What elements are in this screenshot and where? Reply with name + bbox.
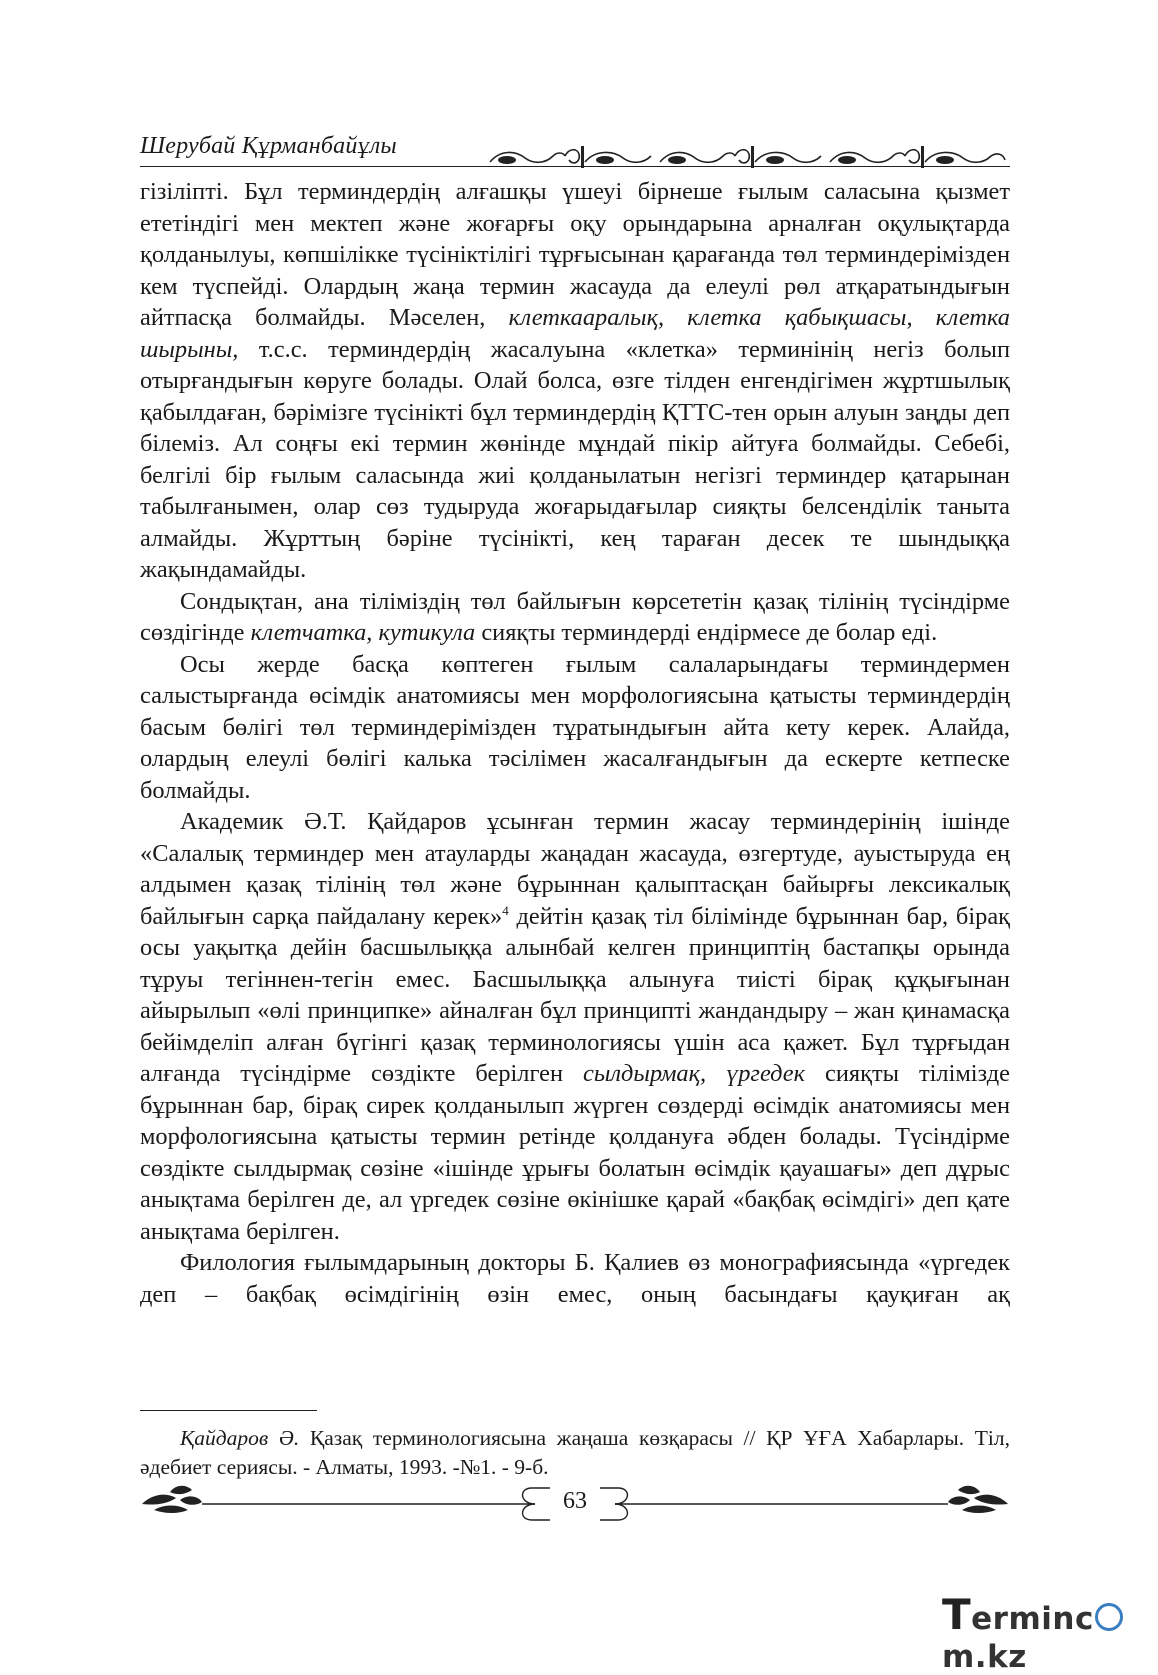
footnote-ref: 4 <box>502 902 509 918</box>
watermark-logo <box>942 1590 1158 1675</box>
italic-term: клеткааралық, клетка қабықшасы, клетка шырыны, <box>140 304 1010 363</box>
text-run: Филология ғылымдарының докторы Б. Қалиев өз монографиясында «үргедек деп – бақбақ өсімдігінің өзін емес, оның басындағы қауқиған ақ <box>140 1249 1010 1308</box>
paragraph-p4 <box>140 806 1010 1247</box>
italic-term: сылдырмақ, үргедек <box>583 1060 806 1087</box>
header-ornament-icon <box>485 140 1010 174</box>
footnote-text <box>140 1424 1010 1482</box>
text-run: Сондықтан, ана тіліміздің төл байлығын көрсететін қазақ тілінің түсіндірме сөздігінде <box>140 587 1010 646</box>
text-run: Қазақ терминологиясына жаңаша көзқарасы // ҚР ҰҒА Хабарлары. Тіл, әдебиет сериясы. - Алматы, 1993. -№1. - 9-б. <box>140 1426 1010 1479</box>
footnote <box>140 1424 1010 1482</box>
watermark-t: T <box>942 1590 972 1639</box>
text-run: сияқты терминдерді ендірмесе де болар еді. <box>475 619 938 646</box>
paragraph-p1 <box>140 176 1010 586</box>
text-run: гізіліпті. Бұл терминдердің алғашқы үшеуі бірнеше ғылым саласына қызмет ететіндігі мен мектеп және жоғарғы оқу орындарына арналған оқулықтарда қолданылуы, көпшілікке түсініктілігі тұрғысынан қарағанда төл терминдерімізден кем түспейді. Олардың жаңа термин жасауда да елеулі рөл атқаратындығын айтпасқа болмайды. Мәселен, <box>140 178 1010 331</box>
page-number: 63 <box>563 1488 587 1514</box>
watermark-text-2: m.kz <box>942 1639 1027 1675</box>
paragraph-p2 <box>140 586 1010 649</box>
text-run: дейтін қазақ тіл білімінде бұрыннан бар, бірақ осы уақытқа дейін басшылыққа алынбай келген принциптің бастапқы орында тұруы тегіннен-тегін емес. Басшылыққа алынуға тиісті бірақ құқығынан айырылып «өлі принципке» айналған бұл принципті жандандыру – жан қинамасқа бейімделіп алған бүгінгі қазақ терминологиясы үшін аса қажет. Бұл тұрғыдан алғанда түсіндірме сөздікте берілген <box>140 902 1010 1087</box>
header-author: Шерубай Құрманбайұлы <box>140 133 397 159</box>
body-text <box>140 176 1010 1310</box>
text-run: Осы жерде басқа көптеген ғылым салаларындағы терминдермен салыстырғанда өсімдік анатомиясы мен морфологиясына қатысты терминдердің басым бөлігі төл терминдерімізден тұратындығын айта кету керек. Алайда, олардың елеулі бөлігі калька тәсілімен жасалғандығын да ескерте кетпеске болмайды. <box>140 650 1010 804</box>
paragraph-p3 <box>140 649 1010 807</box>
footnote-rule <box>140 1410 317 1411</box>
italic-term: Қайдаров Ә. <box>180 1426 300 1450</box>
watermark-o-icon <box>1095 1603 1123 1631</box>
text-run: Академик Ә.Т. Қайдаров ұсынған термин жасау терминдерінің ішінде «Салалық терминдер мен атауларды жаңадан жасауда, өзгертуде, ауыстыруда ең алдымен қазақ тілінің төл және бұрыннан қалыптасқан байырғы лексикалық байлығын сарқа пайдалану керек» <box>140 808 1010 930</box>
text-run: т.с.с. терминдердің жасалуына «клетка» терминінің негіз болып отырғандығын көруге болады. Олай болса, өзге тілден енгендігімен жұртшылық қабылдаған, бәрімізге түсінікті бұл терминдердің ҚТТС-тен орын алуын заңды деп білеміз. Ал соңғы екі термин жөнінде мұндай пікір айтуға болмайды. Себебі, белгілі бір ғылым саласында жиі қолданылатын негізгі терминдер қатарынан табылғанымен, олар сөз тудыруда жоғарыдағылар сияқты белсенділік таныта алмайды. Жұрттың бәріне түсінікті, кең тараған десек те шындыққа жақындамайды. <box>140 335 1010 583</box>
text-run: сияқты тілімізде бұрыннан бар, бірақ сирек қолданылып жүрген сөздерді өсімдік анатомиясы мен морфологиясына қатысты термин ретінде қолдануға әбден болады. Түсіндірме сөздікте сылдырмақ сөзіне «ішінде ұрығы болатын өсімдік қауашағы» деп дұрыс анықтама берілген де, ал үргедек сөзіне өкінішке қарай «бақбақ өсімдігі» деп қате анықтама берілген. <box>140 1060 1010 1245</box>
watermark-text-1: erminc <box>971 1601 1094 1637</box>
paragraph-p5 <box>140 1247 1010 1310</box>
italic-term: клетчатка, кутикула <box>250 619 476 646</box>
header-rule <box>140 166 1010 167</box>
